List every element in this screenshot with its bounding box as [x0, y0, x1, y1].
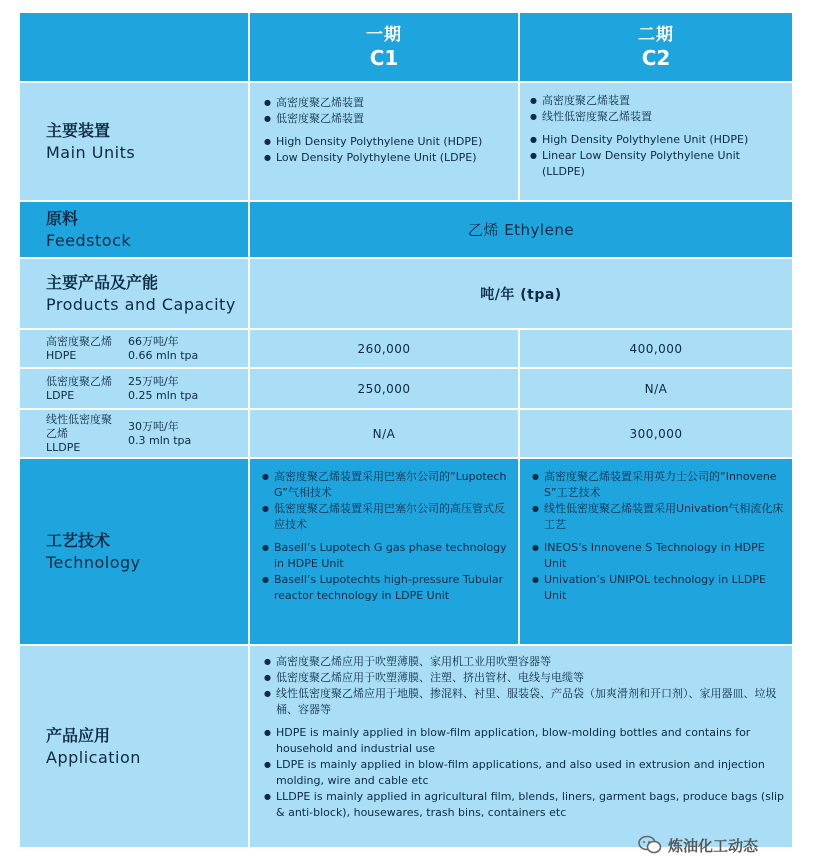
ldpe-c2-value: N/A: [520, 369, 792, 408]
products-unit: 吨/年 (tpa): [250, 259, 792, 328]
comparison-table: [20, 13, 810, 831]
list-item: ● LDPE is mainly applied in blow-film applications, and also used in extrusion and injection molding, wire and cable etc: [264, 757, 786, 789]
list-item: ● Univation’s UNIPOL technology in LLDPE Unit: [532, 572, 786, 604]
application-label-en: Application: [46, 747, 141, 767]
list-item: ● 低密度聚乙烯装置: [264, 111, 512, 127]
product-capacity-zh: 30万吨/年: [128, 419, 179, 433]
product-row-hdpe: [20, 330, 248, 367]
technology-label: [20, 459, 248, 644]
hdpe-c1-value: 260,000: [250, 330, 518, 367]
product-name-en: LDPE: [46, 388, 75, 402]
technology-label-en: Technology: [46, 552, 141, 572]
list-item: ● HDPE is mainly applied in blow-film application, blow-molding bottles and contains for household and industrial use: [264, 725, 786, 757]
list-item: ● 高密度聚乙烯装置采用巴塞尔公司的“Lupotech G”气相技术: [262, 469, 512, 501]
product-capacity-zh: 25万吨/年: [128, 374, 179, 388]
technology-label-zh: 工艺技术: [46, 530, 111, 550]
list-item: ● 高密度聚乙烯装置采用英力士公司的“Innovene S”工艺技术: [532, 469, 786, 501]
header-c1-zh: 一期: [366, 25, 402, 45]
list-item: ● Basell’s Lupotech G gas phase technology in HDPE Unit: [262, 540, 512, 572]
technology-c1: [250, 459, 518, 644]
list-item: ● 线性低密度聚乙烯装置: [530, 109, 786, 125]
list-item: ● Low Density Polythylene Unit (LDPE): [264, 150, 512, 166]
product-capacity-en: 0.25 mln tpa: [128, 388, 199, 402]
ldpe-c1-value: 250,000: [250, 369, 518, 408]
list-item: ● High Density Polythylene Unit (HDPE): [264, 134, 512, 150]
application-content: [250, 646, 792, 847]
list-item: ● High Density Polythylene Unit (HDPE): [530, 132, 786, 148]
product-name-en: HDPE: [46, 348, 77, 362]
product-name-zh: 线性低密度聚乙烯: [46, 412, 112, 440]
product-name-zh: 高密度聚乙烯: [46, 334, 112, 348]
main-units-label-zh: 主要装置: [46, 120, 111, 140]
list-item: ● 高密度聚乙烯装置: [530, 93, 786, 109]
product-row-ldpe: [20, 369, 248, 408]
watermark: [638, 832, 758, 858]
feedstock-value: 乙烯 Ethylene: [250, 202, 792, 257]
main-units-label: [20, 83, 248, 200]
product-capacity-en: 0.66 mln tpa: [128, 348, 199, 362]
products-label-zh: 主要产品及产能: [46, 272, 159, 292]
list-item: ● LLDPE is mainly applied in agricultural film, blends, liners, garment bags, produce bags (slip & anti-block), housewares, trash bins, containers etc: [264, 789, 786, 821]
products-label-en: Products and Capacity: [46, 294, 236, 314]
list-item: ● 高密度聚乙烯装置: [264, 95, 512, 111]
main-units-c2: [520, 83, 792, 200]
feedstock-label-en: Feedstock: [46, 230, 132, 250]
main-units-c1: [250, 83, 518, 200]
list-item: ● INEOS’s Innovene S Technology in HDPE Unit: [532, 540, 786, 572]
header-c2-zh: 二期: [638, 25, 674, 45]
feedstock-label: [20, 202, 248, 257]
header-c2: [520, 13, 792, 81]
product-capacity-zh: 66万吨/年: [128, 334, 179, 348]
list-item: ● 低密度聚乙烯装置采用巴塞尔公司的高压管式反应技术: [262, 501, 512, 533]
main-units-label-en: Main Units: [46, 142, 136, 162]
hdpe-c2-value: 400,000: [520, 330, 792, 367]
list-item: ● 低密度聚乙烯应用于吹塑薄膜、注塑、挤出管材、电线与电缆等: [264, 670, 786, 686]
product-row-lldpe: [20, 410, 248, 457]
list-item: ● 线性低密度聚乙烯应用于地膜、掺混料、衬里、服装袋、产品袋（加爽滑剂和开口剂）、家用器皿、垃圾桶、容器等: [264, 686, 786, 718]
table-corner: [20, 13, 248, 81]
application-label-zh: 产品应用: [46, 725, 111, 745]
product-capacity-en: 0.3 mln tpa: [128, 433, 192, 447]
lldpe-c2-value: 300,000: [520, 410, 792, 457]
header-c1-en: C1: [369, 46, 399, 70]
list-item: ● 线性低密度聚乙烯装置采用Univation气相流化床工艺: [532, 501, 786, 533]
products-label: [20, 259, 248, 328]
header-c1: [250, 13, 518, 81]
list-item: ● Linear Low Density Polythylene Unit (LLDPE): [530, 148, 786, 180]
product-name-zh: 低密度聚乙烯: [46, 374, 112, 388]
header-c2-en: C2: [641, 46, 671, 70]
list-item: ● 高密度聚乙烯应用于吹塑薄膜、家用机工业用吹塑容器等: [264, 654, 786, 670]
lldpe-c1-value: N/A: [250, 410, 518, 457]
product-name-en: LLDPE: [46, 440, 81, 454]
feedstock-label-zh: 原料: [46, 208, 79, 228]
wechat-icon: [638, 835, 662, 855]
technology-c2: [520, 459, 792, 644]
watermark-text: 炼油化工动态: [668, 836, 759, 855]
application-label: [20, 646, 248, 847]
list-item: ● Basell’s Lupotechts high-pressure Tubular reactor technology in LDPE Unit: [262, 572, 512, 604]
